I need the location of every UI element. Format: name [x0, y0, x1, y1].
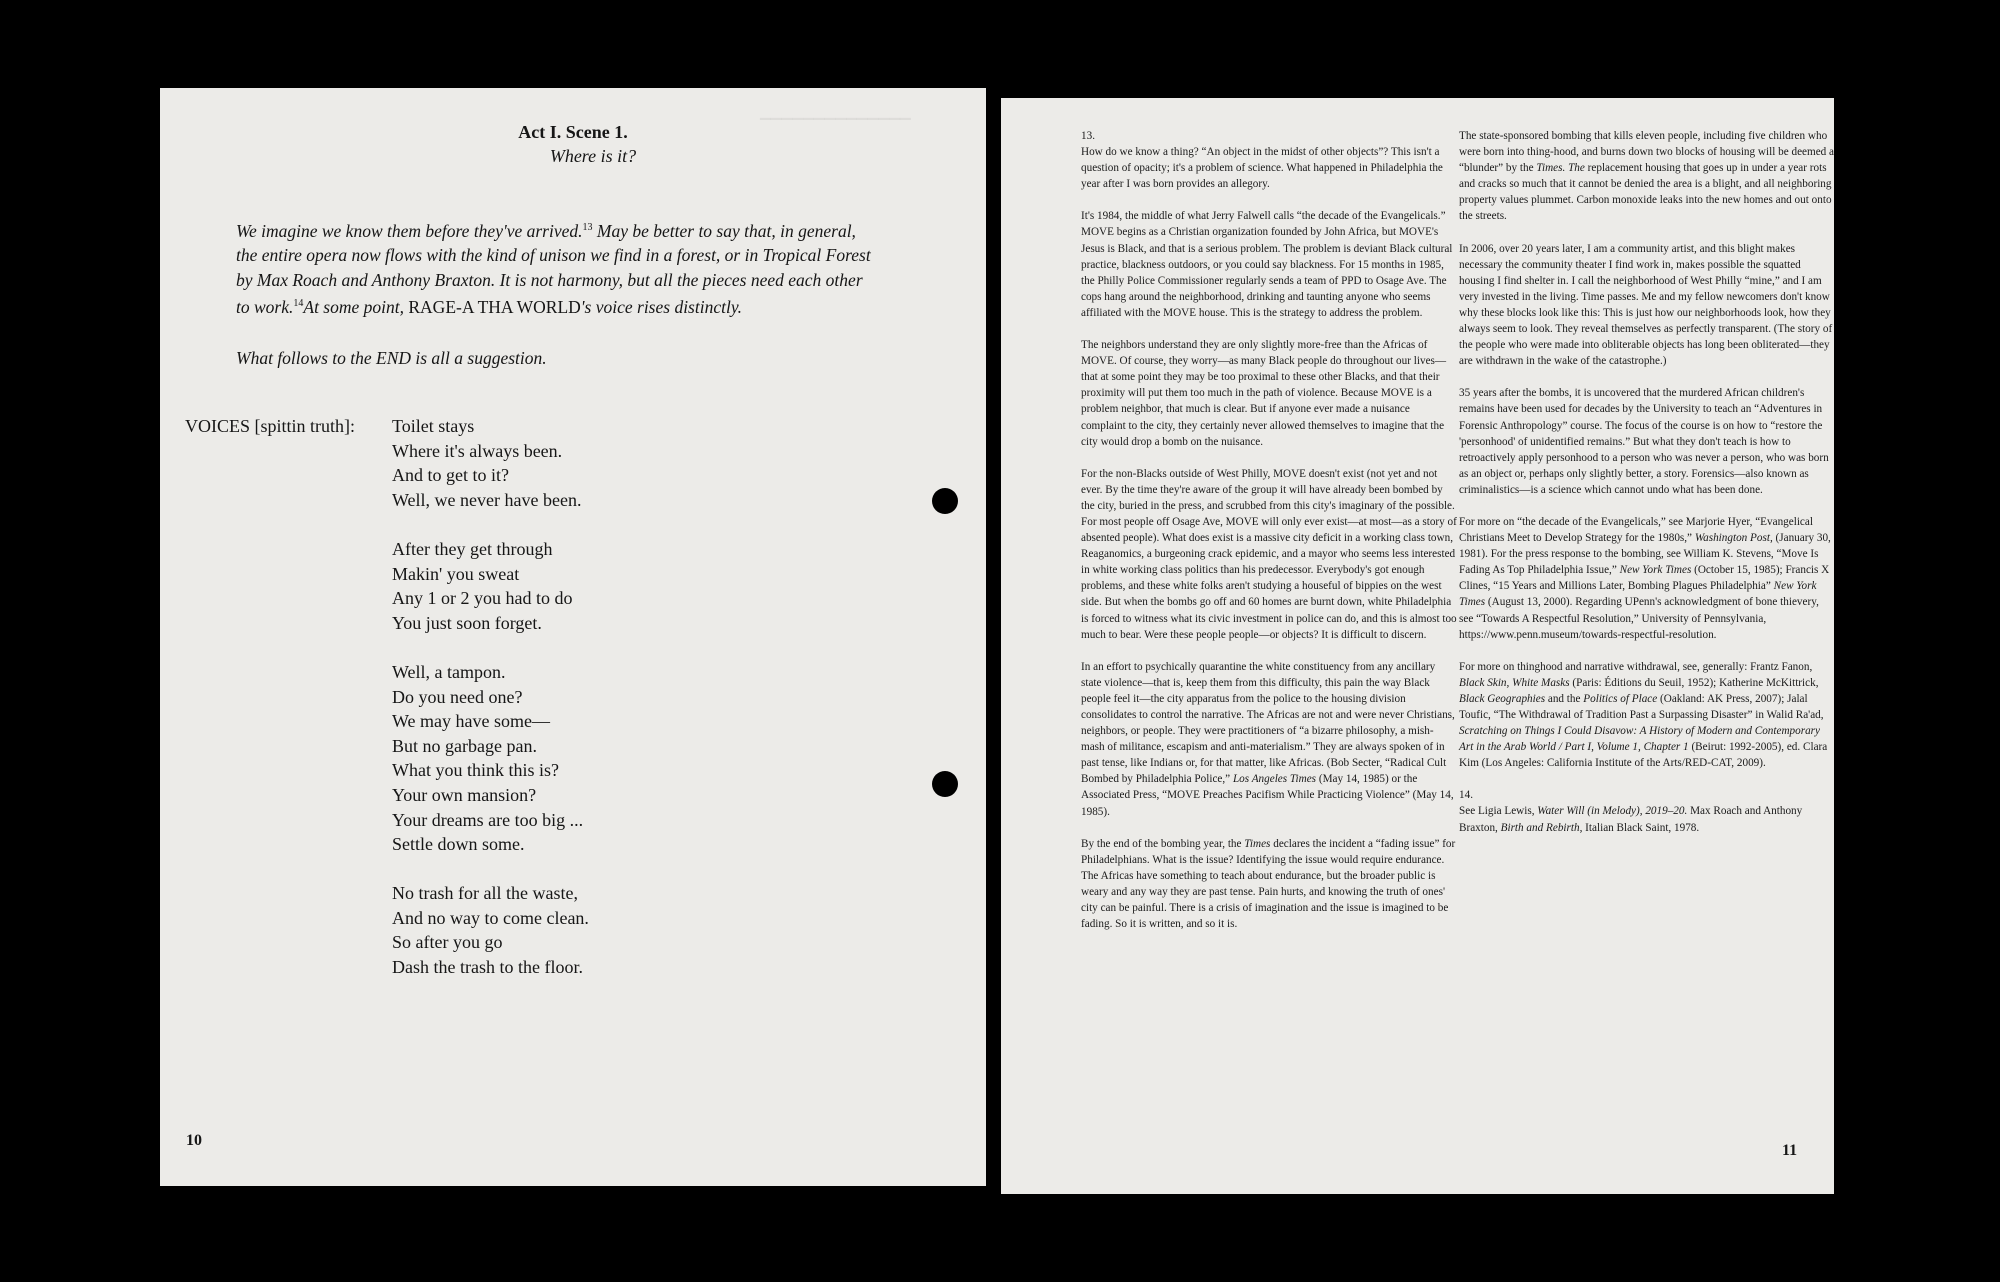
text-segment: (May 14, 1985) or the Associated Press, “MOVE Preaches Pacifism While Practicing Violence” (May 14, 1985).: [1081, 773, 1454, 818]
italic-title: Times: [1244, 837, 1271, 850]
paragraph: [1081, 659, 1457, 820]
binder-hole: [932, 771, 958, 797]
paragraph: [1459, 787, 1834, 835]
verse-line: Your own mansion?: [392, 784, 537, 805]
text-segment: For more on thinghood and narrative withdrawal, see, generally: Frantz Fanon,: [1459, 660, 1813, 673]
footnote-marker-14: 14: [293, 298, 304, 310]
text-segment: (January 30, 1981). For the press response to the bombing, see William K. Stevens, “Move Is Fading As Top Philadelphia Issue,”: [1459, 532, 1831, 577]
italic-title: Times. The: [1536, 162, 1585, 175]
show-through-text: ▔▔▔▔▔▔▔▔▔▔▔▔▔▔: [760, 120, 911, 135]
text-segment: 14. See Ligia Lewis,: [1459, 789, 1535, 818]
text-segment: For more on “the decade of the Evangelicals,” see Marjorie Hyer, “Evangelical Christians Meet to Develop Strategy for the 1980s,”: [1459, 515, 1813, 545]
verse-line: Well, a tampon.: [392, 661, 506, 682]
intro-paragraph: [236, 216, 876, 320]
italic-title: New York Times: [1619, 564, 1692, 577]
verse-line: Your dreams are too big ...: [392, 809, 584, 830]
page-number: 11: [1782, 1142, 1798, 1159]
scene-title: Act I. Scene 1.: [518, 122, 628, 142]
text-segment: declares the incident a “fading issue” for Philadelphians. What is the issue? Identifying the issue would require endurance. The Africas have something to teach about endurance, but the broader public is weary and any way they are past tense. Pain hurts, and knowing the truth of ones' city can be painful. There is a crisis of imagination and the issue is imagined to be fading. So it is written, and so it is.: [1081, 837, 1456, 931]
verse-line: No trash for all the waste,: [392, 883, 578, 904]
paragraph: [1459, 128, 1834, 225]
stanza: [392, 660, 589, 857]
verse-line: Makin' you sweat: [392, 563, 520, 584]
paragraph: [1459, 514, 1834, 643]
verse-line: Well, we never have been.: [392, 489, 582, 510]
intro-text-segment: We imagine we know them before they've arrived.: [236, 220, 583, 241]
stanza: [392, 414, 589, 512]
paragraph: It's 1984, the middle of what Jerry Falwell calls “the decade of the Evangelicals.” MOVE begins as a Christian organization founded by John Africa, but MOVE's Jesus is Black, and that is a serious problem. The problem is deviant Black cultural practice, blackness outdoors, or you could say blackness. For 15 months in 1985, the Philly Police Commissioner regularly sends a team of PPD to Osage Ave. The cops hang around the neighborhood, drinking and taunting anyone who seems affiliated with the MOVE house. This is the strategy to address the problem.: [1081, 210, 1453, 319]
italic-title: Birth and Rebirth,: [1500, 821, 1583, 834]
text-segment: Italian Black Saint, 1978.: [1582, 821, 1700, 834]
paragraph: In 2006, over 20 years later, I am a community artist, and this blight makes necessary the community theater I find work in, makes possible the squatted housing I find shelter in. I call the neighborhood of West Philly “mine,” and I am very invested in the living. Time passes. Me and my fellow newcomers don't know why these blocks look like this: This is just how our neighborhoods look, how they always seem to look. They reveal themselves as perfectly transparent. (The story of the people who were made into obliterable objects has long been obliterated—they are withdrawn in the wake of the catastrophe.): [1459, 242, 1833, 368]
paragraph: [1081, 836, 1457, 933]
italic-title: Washington Post,: [1694, 532, 1773, 545]
text-segment: Max Roach and Anthony Braxton,: [1459, 805, 1803, 834]
italic-title: Politics of Place: [1583, 692, 1658, 705]
stage-direction: What follows to the END is all a suggestion.: [236, 347, 547, 368]
intro-text: [236, 216, 876, 396]
paragraph: 13. How do we know a thing? “An object in the midst of other objects”? This isn't a question of opacity; it's a problem of science. What happened in Philadelphia the year after I was born provides an allegory.: [1081, 130, 1443, 191]
italic-title: Water Will (in Melody), 2019–20.: [1537, 805, 1688, 818]
page-number: 10: [186, 1132, 202, 1149]
text-column-right: [1459, 128, 1834, 852]
verse-line: After they get through: [392, 538, 553, 559]
text-segment: (Beirut: 1992-2005), ed. Clara Kim (Los Angeles: California Institute of the Arts/RED-CAT, 2009).: [1459, 741, 1828, 770]
scene-heading: [160, 120, 986, 168]
paragraph: [1459, 659, 1834, 772]
text-column-left: [1081, 128, 1457, 948]
italic-title: Black Geographies: [1459, 692, 1546, 705]
paragraph: For the non-Blacks outside of West Philly, MOVE doesn't exist (not yet and not ever. By the time they're aware of the group it will have already been bombed by the city, buried in the press, and scrubbed from this city's imaginary of the possible. For most people off Osage Ave, MOVE will only ever exist—at most—as a story of absented people). What does exist is a massive city deficit in a working class town, Reaganomics, a burgeoning crack epidemic, and a mayor who seems less interested in white working class politics than his predecessor. Everybody's got enough problems, and these white folks aren't studying a houseful of bippies on the west side. But when the bombs go off and 60 homes are burnt down, white Philadelphia is forced to witness what its civic investment in police can do, and this is almost too much to bear. Were these people people—or objects? It is difficult to discern.: [1081, 467, 1457, 641]
text-segment: (August 13, 2000). Regarding UPenn's acknowledgment of bone thievery, see “Towards A Respectful Resolution,” University of Pennsylvania, https://www.penn.museum/towards-respectful-resolution.: [1459, 596, 1819, 641]
character-name: RAGE-A THA WORLD: [408, 297, 581, 318]
verse-line: And to get to it?: [392, 465, 509, 486]
text-segment: The state-sponsored bombing that kills eleven people, including five children who were born into thing-hood, and burns down two blocks of housing will be deemed a “blunder” by the: [1459, 130, 1834, 175]
stanza: [392, 537, 589, 635]
paragraph: The neighbors understand they are only slightly more-free than the Africas of MOVE. Of course, they worry—as many Black people do throughout our lives—that at some point they may be too proximal to these other Blacks, and that their proximity will put them too much in the path of violence. Because MOVE is a problem neighbor, that much is clear. But if anyone ever made a nuisance complaint to the city, they certainly never allowed themselves to imagine that the city would drop a bomb on the nuisance.: [1081, 339, 1447, 448]
verse-line: You just soon forget.: [392, 612, 542, 633]
verse-line: But no garbage pan.: [392, 735, 537, 756]
verse-line: So after you go: [392, 932, 503, 953]
intro-text-segment: At some point,: [303, 297, 409, 318]
right-page: [1001, 98, 1834, 1194]
verse-line: Do you need one?: [392, 686, 523, 707]
text-segment: By the end of the bombing year, the: [1081, 837, 1245, 850]
text-segment: and the: [1545, 692, 1584, 705]
paragraph: 35 years after the bombs, it is uncovered that the murdered African children's remains have been used for decades by the University to teach an “Adventures in Forensic Anthropology” course. The focus of the course is on how to “restore the 'personhood' of unidentified remains.” But what they don't teach is how to retroactively apply personhood to a person who was never a person, who was born as an object or, perhaps only slightly better, a story. Forensics—also known as criminalistics—is a science which cannot undo what has been done.: [1459, 387, 1829, 496]
italic-title: Los Angeles Times: [1232, 773, 1317, 786]
italic-title: Scratching on Things I Could Disavow: A History of Modern and Contemporary Art in the Arab World / Part I, Volume 1, Chapter 1: [1459, 725, 1820, 754]
text-segment: (Paris: Éditions du Seuil, 1952); Katherine McKittrick,: [1569, 676, 1819, 689]
speaker-label: VOICES [spittin truth]:: [185, 416, 355, 436]
stanza: [392, 881, 589, 979]
binder-hole: [932, 488, 958, 514]
verse-line: We may have some—: [392, 711, 551, 732]
scene-subtitle: Where is it?: [549, 146, 637, 166]
italic-title: New York Times: [1459, 580, 1817, 609]
text-segment: In an effort to psychically quarantine the white constituency from any ancillary state violence—that is, keep them from this difficulty, this pain the way Black people feel it—the city apparatus from the police to the housing division consolidates to control the narrative. The Africas are not and were never Christians, neighbors, or people. They were practitioners of “a bizarre philosophy, a mish-mash of militance, escapism and anti-materialism.” They are always spoken of in past tense, like Indians or, for that matter, like Africas. (Bob Secter, “Radical Cult Bombed by Philadelphia Police,”: [1081, 660, 1455, 786]
verse-line: Where it's always been.: [392, 440, 563, 461]
verse-line: And no way to come clean.: [392, 907, 589, 928]
left-page: [160, 88, 986, 1186]
verse-block: [392, 414, 589, 1004]
text-segment: (Oakland: AK Press, 2007); Jalal Toufic, “The Withdrawal of Tradition Past a Surpassing Disaster” in Walid Ra'ad,: [1459, 692, 1824, 721]
verse-line: Any 1 or 2 you had to do: [392, 588, 573, 609]
verse-line: What you think this is?: [392, 760, 559, 781]
footnote-marker-13: 13: [582, 222, 593, 233]
verse-line: Dash the trash to the floor.: [392, 957, 583, 978]
verse-line: Settle down some.: [392, 834, 525, 855]
intro-text-segment: 's voice rises distinctly.: [580, 297, 743, 318]
verse-line: Toilet stays: [392, 416, 475, 436]
italic-title: Black Skin, White Masks: [1459, 676, 1570, 689]
intro-text-segment: May be better to say that, in general, the entire opera now flows with the kind of unison we find in a forest, or in Tropical Forest by Max Roach and Anthony Braxton. It is not harmony, but all the pieces need each other to work.: [236, 220, 871, 318]
text-segment: replacement housing that goes up in under a year rots and cracks so much that it cannot be denied the area is a blight, and all neighboring property values plummet. Carbon monoxide leaks into the new homes and out onto the streets.: [1459, 162, 1832, 223]
text-segment: (October 15, 1985); Francis X Clines, “15 Years and Millions Later, Bombing Plagues Philadelphia”: [1459, 564, 1830, 593]
